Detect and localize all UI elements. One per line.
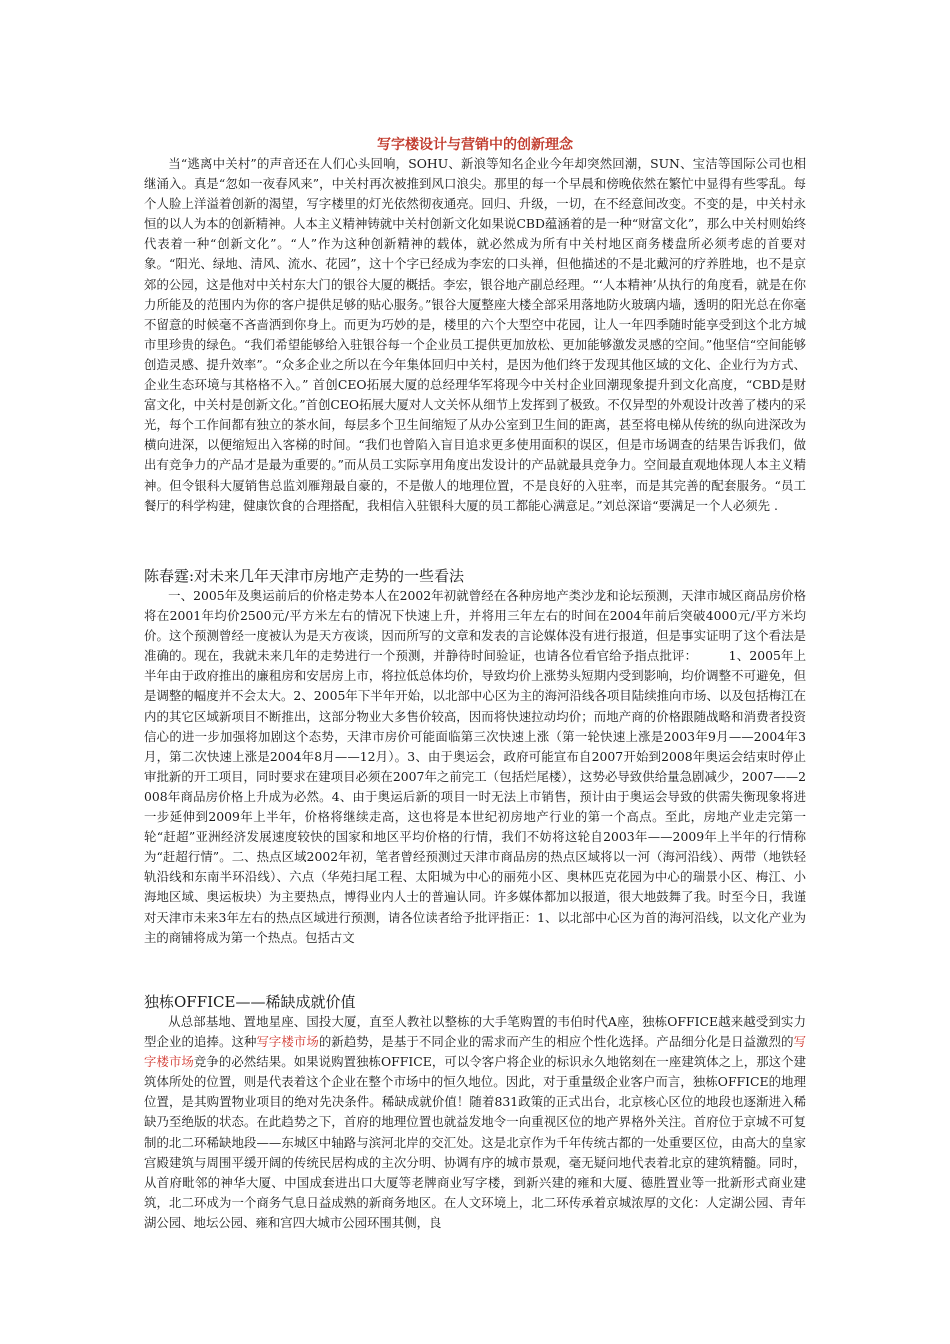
- article-standalone-office: [144, 992, 806, 1233]
- article-body-text: 的新趋势，是基于不同企业的需求而产生的相应个性化选择。产品细分化是日益激烈的: [318, 1034, 794, 1050]
- article-title: 独栋OFFICE——稀缺成就价值: [144, 993, 356, 1011]
- article-innovation-concepts: [144, 136, 806, 516]
- article-title: 陈春霆:对未来几年天津市房地产走势的一些看法: [144, 567, 465, 585]
- article-body-text: 竞争的必然结果。如果说购置独栋OFFICE，可以令客户将企业的标识永久地铭刻在一座建筑体之上，那这个建筑体所处的位置，则是代表着这个企业在整个市场中的恒久地位。因此，对于重量级企业客户而言，独栋OFFICE的地理位置，是其购置物业项目的绝对先决条件。稀缺成就价值！随着831政策的正式出台，北京核心区位的地段也逐渐进入稀缺乃至绝版的状态。在此趋势之下，首府的地理位置也就益发地令一向重视区位的地产界格外关注。首府位于京城不可复制的北二环稀缺地段——东城区中轴路与滨河北岸的交汇处。这是北京作为千年传统古都的一处重要区位，由高大的皇家宫殿建筑与周围平缓开阔的传统民居构成的主次分明、协调有序的城市景观，毫无疑问地代表着北京的建筑精髓。同时，从首府毗邻的神华大厦、中国成套进出口大厦等老牌商业写字楼，到新兴建的雍和大厦、德胜置业等一批新形式商业建筑，北二环成为一个商务气息日益成熟的新商务地区。在人文环境上，北二环传承着京城浓厚的文化：人定湖公园、青年湖公园、地坛公园、雍和宫四大城市公园环围其侧，良: [144, 1054, 807, 1230]
- article-body: [144, 1012, 806, 1233]
- office-market-link[interactable]: 写字楼市场: [144, 1034, 807, 1070]
- article-body-text: 从总部基地、置地星座、国投大厦，直至人教社以整栋的大手笔购置的韦伯时代A座，独栋OFFICE越来越受到实力型企业的追捧。这种: [144, 1014, 806, 1050]
- article-tianjin-real-estate: [144, 566, 806, 948]
- article-body-text: 一、2005年及奥运前后的价格走势本人在2002年初就曾经在各种房地产类沙龙和论坛预测，天津市城区商品房价格将在2001年均价2500元/平方米左右的情况下快速上升，并将用三年左右的时间在2004年前后突破4000元/平方米均价。这个预测曾经一度被认为是天方夜谈，因而所写的文章和发表的言论媒体没有进行报道，但是事实证明了这个看法是准确的。现在，我就未来几年的走势进行一个预测，并静待时间验证，也请各位看官给予指点批评： 1、2005年上半年由于政府推出的廉租房和安居房上市，将拉低总体均价，导致均价上涨势头短期内受到影响，均价调整不可避免，但是调整的幅度并不会太大。2、2005年下半年开始，以北部中心区为主的海河沿线各项目陆续推向市场、以及包括梅江在内的其它区域新项目不断推出，这部分物业大多售价较高，因而将快速拉动均价；而地产商的价格跟随战略和消费者投资信心的进一步加强将加剧这个态势，天津市房价可能面临第三次快速上涨（第一轮快速上涨是2003年9月——2004年3月，第二次快速上涨是2004年8月——12月）。3、由于奥运会，政府可能宣布自2007开始到2008年奥运会结束时停止审批新的开工项目，同时要求在建项目必须在2007年之前完工（包括烂尾楼），这势必导致供给量急剧减少，2007——2008年商品房价格上升成为必然。4、由于奥运后新的项目一时无法上市销售，预计由于奥运会导致的供需失衡现象将进一步延伸到2009年上半年，价格将继续走高，这也将是本世纪初房地产行业的第一个高点。至此，房地产业走完第一轮“赶超”亚洲经济发展速度较快的国家和地区平均价格的行情，我们不妨将这轮自2003年——2009年上半年的行情称为“赶超行情”。二、热点区域2002年初，笔者曾经预测过天津市商品房的热点区域将以一河（海河沿线）、两带（地铁轻轨沿线和东南半环沿线）、六点（华苑扫尾工程、太阳城为中心的丽苑小区、奥林匹克花园为中心的瑞景小区、梅江、小海地区域、奥运板块）为主要热点，博得业内人士的普遍认同。许多媒体都加以报道，很大地鼓舞了我。时至今日，我谨对天津市未来3年左右的热点区域进行预测，请各位读者给予批评指正：1、以北部中心区为首的海河沿线，以文化产业为主的商铺将成为第一个热点。包括古文: [144, 588, 806, 945]
- office-market-link[interactable]: 写字楼市场: [256, 1034, 319, 1050]
- article-body-text: 当“逃离中关村”的声音还在人们心头回响，SOHU、新浪等知名企业今年却突然回潮，SUN、宝洁等国际公司也相继涌入。真是“忽如一夜春风来”，中关村再次被推到风口浪尖。那里的每一个早晨和傍晚依然在繁忙中显得有些零乱。每个人脸上洋溢着创新的渴望，写字楼里的灯光依然彻夜通亮。回归、升级，一切，在不经意间改变。不变的是，中关村永恒的以人为本的创新精神。人本主义精神铸就中关村创新文化如果说CBD蕴涵着的是一种“财富文化”，那么中关村则始终代表着一种“创新文化”。“人”作为这种创新精神的载体，就必然成为所有中关村地区商务楼盘所必须考虑的首要对象。“阳光、绿地、清风、流水、花园”，这十个字已经成为李宏的口头禅，但他描述的不是北戴河的疗养胜地，也不是京郊的公园，这是他对中关村东大门的银谷大厦的概括。李宏，银谷地产副总经理。“‘人本精神’从执行的角度看，就是在你力所能及的范围内为你的客户提供足够的贴心服务。”银谷大厦整座大楼全部采用落地防火玻璃内墙，透明的阳光总在你毫不留意的时候毫不吝啬洒到你身上。而更为巧妙的是，楼里的六个大型空中花园，让人一年四季随时能享受到这个北方城市里珍贵的绿色。“我们希望能够给入驻银谷每一个企业员工提供更加放松、更加能够激发灵感的空间。”他坚信“空间能够创造灵感、提升效率”。“众多企业之所以在今年集体回归中关村，是因为他们终于发现其他区域的文化、企业行为方式、企业生态环境与其格格不入。” 首创CEO拓展大厦的总经理华军将现今中关村企业回潮现象提升到文化高度，“CBD是财富文化，中关村是创新文化。”首创CEO拓展大厦对人文关怀从细节上发挥到了极致。不仅异型的外观设计改善了楼内的采光，每个工作间都有独立的茶水间，每层多个卫生间缩短了从办公室到卫生间的距离，甚至将电梯从传统的纵向进深改为横向进深，以便缩短出入客梯的时间。“我们也曾陷入盲目追求更多使用面积的误区，但是市场调查的结果告诉我们，做出有竞争力的产品才是最为重要的。”而从员工实际享用角度出发设计的产品就最具竞争力。空间最直观地体现人本主义精神。但令银科大厦销售总监刘雁翔最自豪的，不是傲人的地理位置，不是良好的入驻率，而是其完善的配套服务。“员工餐厅的科学构建，健康饮食的合理搭配，我相信入驻银科大厦的员工都能心满意足。”刘总深谙“要满足一个人必须先 .: [144, 156, 806, 513]
- article-title: 写字楼设计与营销中的创新理念: [377, 137, 573, 153]
- article-body: [144, 154, 806, 516]
- article-body: [144, 586, 806, 948]
